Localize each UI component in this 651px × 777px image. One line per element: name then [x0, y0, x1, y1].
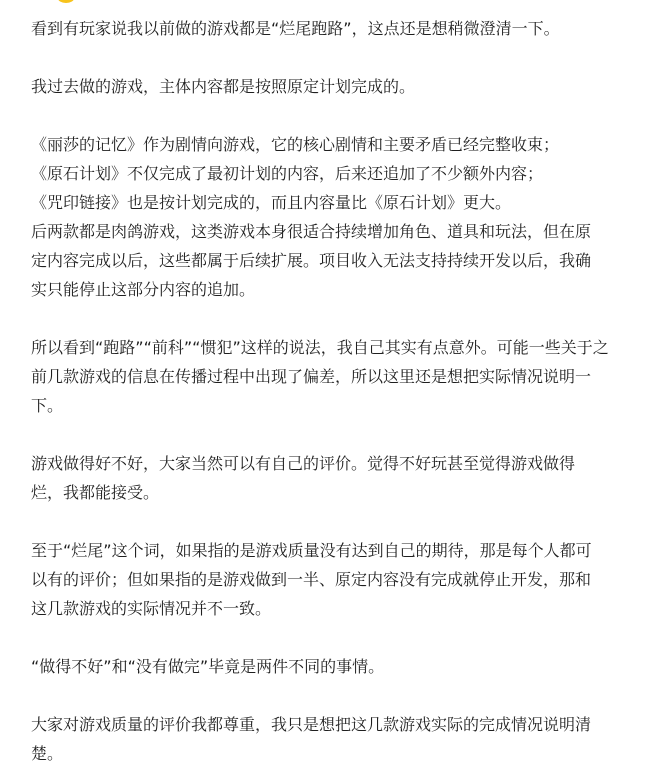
paragraph-1: [31, 14, 629, 43]
text-line: 楚。: [31, 744, 64, 763]
paragraph-3: [31, 130, 629, 304]
paragraph-7: [31, 652, 629, 681]
text-line: 《原石计划》不仅完成了最初计划的内容，后来还追加了不少额外内容；: [31, 164, 544, 183]
text-line: 后两款都是肉鸽游戏，这类游戏本身很适合持续增加角色、道具和玩法，但在原: [31, 222, 592, 241]
text-line: 至于“烂尾”这个词，如果指的是游戏质量没有达到自己的期待，那是每个人都可: [31, 541, 592, 560]
text-line: 游戏做得好不好，大家当然可以有自己的评价。觉得不好玩甚至觉得游戏做得: [31, 454, 576, 473]
yellow-badge-icon: [58, 0, 74, 3]
text-line: “做得不好”和“没有做完”毕竟是两件不同的事情。: [31, 657, 385, 676]
text-line: 这几款游戏的实际情况并不一致。: [31, 599, 272, 618]
paragraph-4: [31, 333, 629, 420]
text-line: 下。: [31, 396, 64, 415]
text-line: 前几款游戏的信息在传播过程中出现了偏差，所以这里还是想把实际情况说明一: [31, 367, 592, 386]
text-line: 看到有玩家说我以前做的游戏都是“烂尾跑路”，这点还是想稍微澄清一下。: [31, 19, 560, 38]
text-line: 实只能停止这部分内容的追加。: [31, 280, 256, 299]
text-line: 定内容完成以后，这些都属于后续扩展。项目收入无法支持持续开发以后，我确: [31, 251, 592, 270]
paragraph-6: [31, 536, 629, 623]
text-line: 烂，我都能接受。: [31, 483, 160, 502]
post-body: [31, 14, 629, 768]
text-line: 《丽莎的记忆》作为剧情向游戏，它的核心剧情和主要矛盾已经完整收束；: [31, 135, 560, 154]
text-line: 以有的评价；但如果指的是游戏做到一半、原定内容没有完成就停止开发，那和: [31, 570, 592, 589]
text-line: 我过去做的游戏，主体内容都是按照原定计划完成的。: [31, 77, 416, 96]
text-line: 所以看到“跑路”“前科”“惯犯”这样的说法，我自己其实有点意外。可能一些关于之: [31, 338, 609, 357]
text-line: 《咒印链接》也是按计划完成的，而且内容量比《原石计划》更大。: [31, 193, 512, 212]
text-line: 大家对游戏质量的评价我都尊重，我只是想把这几款游戏实际的完成情况说明清: [31, 715, 592, 734]
paragraph-2: [31, 72, 629, 101]
paragraph-5: [31, 449, 629, 507]
paragraph-8: [31, 710, 629, 768]
